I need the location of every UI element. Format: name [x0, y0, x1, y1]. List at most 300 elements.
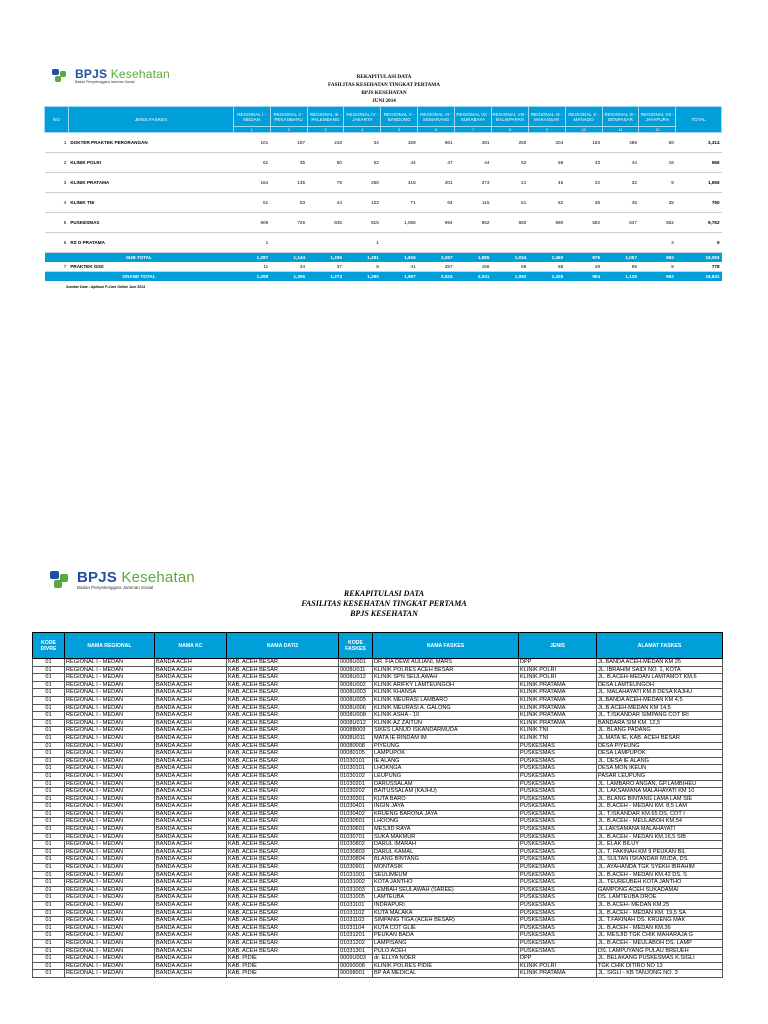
nama-faskes-cell: DR. FIA DEWI AULIANI, MARS: [373, 659, 519, 667]
region-value: [528, 233, 565, 253]
row-total: 3,314: [676, 133, 722, 153]
kode-faskes-cell: 01030202: [339, 788, 373, 796]
nama-regional-cell: REGIONAL I - MEDAN: [65, 666, 155, 674]
table-row: [33, 818, 723, 826]
jenis-cell: PUSKESMAS: [519, 780, 597, 788]
nama-kc-cell: BANDA ACEH: [155, 818, 227, 826]
jenis-cell: PUSKESMAS: [519, 947, 597, 955]
col-nama-regional: NAMA REGIONAL: [65, 633, 155, 659]
kode-faskes-cell: 01030101: [339, 765, 373, 773]
region-header: REGIONAL VIII - BALIKPAPAN: [491, 107, 528, 127]
kode-faskes-cell: 01030102: [339, 772, 373, 780]
nama-dati2-cell: KAB. ACEH BESAR: [227, 659, 339, 667]
region-value: 45: [602, 193, 639, 213]
row-number: 3: [45, 173, 69, 193]
region-value: 58: [639, 133, 676, 153]
kode-divre-cell: 01: [33, 719, 65, 727]
nama-kc-cell: BANDA ACEH: [155, 689, 227, 697]
source-note: Sumber Data : Aplikasi P-Care Online Juni 2014: [66, 285, 146, 289]
nama-faskes-cell: KLINIK SPN SEULAWAH: [373, 674, 519, 682]
alamat-faskes-cell: BANDARA SIM KM. 12,5: [597, 719, 723, 727]
nama-kc-cell: BANDA ACEH: [155, 795, 227, 803]
table-row: [33, 848, 723, 856]
nama-dati2-cell: KAB. ACEH BESAR: [227, 848, 339, 856]
nama-regional-cell: REGIONAL I - MEDAN: [65, 788, 155, 796]
region-value: 1,273: [307, 272, 344, 282]
region-value: 650: [491, 213, 528, 233]
alamat-faskes-cell: PASAR LEUPUNG: [597, 772, 723, 780]
row-jenis: PUSKESMAS: [68, 213, 233, 233]
region-value: 9: [344, 262, 381, 272]
nama-dati2-cell: KAB. PIDIE: [227, 955, 339, 963]
summary-header: [0, 73, 768, 105]
kode-divre-cell: 01: [33, 924, 65, 932]
region-value: 729: [270, 213, 307, 233]
alamat-faskes-cell: JL. B.ACEH - MEDAN KM.16,5 SIB: [597, 833, 723, 841]
region-header: REGIONAL VI - SEMARANG: [418, 107, 455, 127]
region-value: 2,524: [418, 272, 455, 282]
nama-dati2-cell: KAB. ACEH BESAR: [227, 757, 339, 765]
nama-faskes-cell: KLINIK POLRES PIDIE: [373, 962, 519, 970]
jenis-cell: KLINIK PRATAMA: [519, 712, 597, 720]
region-value: 647: [602, 213, 639, 233]
index-cell: 6: [418, 127, 455, 133]
nama-faskes-cell: dr. ELLYA NOER: [373, 955, 519, 963]
col-alamat-faskes: ALAMAT FASKES: [597, 633, 723, 659]
table-row: [33, 704, 723, 712]
region-value: 44: [307, 193, 344, 213]
region-value: 61: [233, 153, 270, 173]
index-cell: 4: [344, 127, 381, 133]
nama-regional-cell: REGIONAL I - MEDAN: [65, 871, 155, 879]
alamat-faskes-cell: JL. B.ACEH - MEULABOH DS. LAMP: [597, 939, 723, 947]
nama-regional-cell: REGIONAL I - MEDAN: [65, 939, 155, 947]
region-value: 1,365: [270, 272, 307, 282]
nama-dati2-cell: KAB. ACEH BESAR: [227, 803, 339, 811]
nama-dati2-cell: KAB. ACEH BESAR: [227, 712, 339, 720]
table-row: [33, 833, 723, 841]
detail-title-3: BPJS KESEHATAN: [350, 609, 418, 618]
jenis-cell: PUSKESMAS: [519, 795, 597, 803]
jenis-cell: PUSKESMAS: [519, 803, 597, 811]
region-value: 418: [381, 173, 418, 193]
table-row: [33, 772, 723, 780]
kode-divre-cell: 01: [33, 666, 65, 674]
kode-faskes-cell: 01030803: [339, 848, 373, 856]
kode-divre-cell: 01: [33, 894, 65, 902]
nama-regional-cell: REGIONAL I - MEDAN: [65, 826, 155, 834]
jenis-cell: PUSKESMAS: [519, 848, 597, 856]
kode-divre-cell: 01: [33, 909, 65, 917]
kode-divre-cell: 01: [33, 939, 65, 947]
kode-divre-cell: 01: [33, 848, 65, 856]
alamat-faskes-cell: JL. T.ISKANDAR KM.65 DS. COT I: [597, 810, 723, 818]
region-value: 9: [639, 262, 676, 272]
table-row: [33, 826, 723, 834]
region-value: 909: [233, 213, 270, 233]
nama-kc-cell: BANDA ACEH: [155, 734, 227, 742]
jenis-cell: KLINIK PRATAMA: [519, 681, 597, 689]
kode-faskes-cell: 01031001: [339, 871, 373, 879]
table-row: [33, 727, 723, 735]
index-cell: 12: [639, 127, 676, 133]
nama-regional-cell: REGIONAL I - MEDAN: [65, 818, 155, 826]
nama-dati2-cell: KAB. ACEH BESAR: [227, 750, 339, 758]
kode-divre-cell: 01: [33, 788, 65, 796]
region-value: 1,281: [344, 253, 381, 263]
nama-faskes-cell: LAMPUPOK: [373, 750, 519, 758]
region-value: [270, 233, 307, 253]
nama-dati2-cell: KAB. ACEH BESAR: [227, 689, 339, 697]
kode-faskes-cell: 0008U001: [339, 659, 373, 667]
nama-regional-cell: REGIONAL I - MEDAN: [65, 856, 155, 864]
region-value: 562: [639, 213, 676, 233]
kode-faskes-cell: 00098001: [339, 970, 373, 978]
nama-kc-cell: BANDA ACEH: [155, 712, 227, 720]
alamat-faskes-cell: JL. B.ACEH - MEULABOH KM.54: [597, 818, 723, 826]
grandtotal-row-label: GRAND TOTAL: [45, 272, 234, 282]
kode-faskes-cell: 0008U011: [339, 734, 373, 742]
nama-kc-cell: BANDA ACEH: [155, 719, 227, 727]
nama-faskes-cell: LHOKNGA: [373, 765, 519, 773]
col-total-header: TOTAL: [676, 107, 722, 133]
alamat-faskes-cell: JL. BLANG BINTANG LAMA LAM SIE: [597, 795, 723, 803]
nama-dati2-cell: KAB. ACEH BESAR: [227, 681, 339, 689]
nama-faskes-cell: LHOONG: [373, 818, 519, 826]
jenis-cell: PUSKESMAS: [519, 788, 597, 796]
region-value: 64: [418, 193, 455, 213]
region-value: 1,957: [381, 272, 418, 282]
alamat-faskes-cell: GAMPONG ACEH SUKADAMAI: [597, 886, 723, 894]
nama-faskes-cell: KRUENG BARONA JAYA: [373, 810, 519, 818]
jenis-cell: KLINIK TNI: [519, 734, 597, 742]
nama-dati2-cell: KAB. ACEH BESAR: [227, 879, 339, 887]
region-value: 50: [307, 153, 344, 173]
region-value: 692: [639, 272, 676, 282]
col-nama-kc: NAMA KC: [155, 633, 227, 659]
region-value: [455, 233, 492, 253]
nama-regional-cell: REGIONAL I - MEDAN: [65, 765, 155, 773]
region-header: REGIONAL III - PALEMBANG: [307, 107, 344, 127]
nama-faskes-cell: LEMBAH SEULAWAH (SAREE): [373, 886, 519, 894]
kode-faskes-cell: 0008U012: [339, 719, 373, 727]
region-value: 52: [344, 153, 381, 173]
region-value: 61: [491, 193, 528, 213]
nama-dati2-cell: KAB. ACEH BESAR: [227, 719, 339, 727]
nama-regional-cell: REGIONAL I - MEDAN: [65, 970, 155, 978]
nama-regional-cell: REGIONAL I - MEDAN: [65, 955, 155, 963]
nama-faskes-cell: KLINIK MEURASI LAMBARO: [373, 696, 519, 704]
jenis-cell: PUSKESMAS: [519, 772, 597, 780]
jenis-cell: KLINIK TNI: [519, 727, 597, 735]
jenis-cell: PUSKESMAS: [519, 826, 597, 834]
table-row: [33, 719, 723, 727]
region-value: 69: [602, 262, 639, 272]
index-cell: 2: [270, 127, 307, 133]
kode-divre-cell: 01: [33, 810, 65, 818]
nama-regional-cell: REGIONAL I - MEDAN: [65, 772, 155, 780]
kode-divre-cell: 01: [33, 750, 65, 758]
summary-title-2: FASILITAS KESEHATAN TINGKAT PERTAMA: [328, 82, 440, 88]
summary-title-3: BPJS KESEHATAN: [361, 90, 407, 96]
kode-faskes-cell: 01030901: [339, 864, 373, 872]
table-row: [33, 909, 723, 917]
table-row: [33, 856, 723, 864]
row-number: 6: [45, 233, 69, 253]
alamat-faskes-cell: DS. LAMTEUBA DROE: [597, 894, 723, 902]
nama-regional-cell: REGIONAL I - MEDAN: [65, 947, 155, 955]
nama-regional-cell: REGIONAL I - MEDAN: [65, 841, 155, 849]
kode-faskes-cell: 01030401: [339, 803, 373, 811]
nama-faskes-cell: SEULIMEUM: [373, 871, 519, 879]
row-total: 5: [676, 233, 722, 253]
nama-kc-cell: BANDA ACEH: [155, 864, 227, 872]
index-cell: 7: [455, 127, 492, 133]
alamat-faskes-cell: JL.LAKSAMANA MALAHAYATI: [597, 826, 723, 834]
region-header: REGIONAL I - MEDAN: [233, 107, 270, 127]
kode-divre-cell: 01: [33, 917, 65, 925]
kode-divre-cell: 01: [33, 734, 65, 742]
kode-faskes-cell: 0008U005: [339, 696, 373, 704]
region-value: 183: [565, 133, 602, 153]
row-number: 2: [45, 153, 69, 173]
table-row: [33, 659, 723, 667]
region-value: 43: [565, 153, 602, 173]
alamat-faskes-cell: JL. B.ACEH - MEDAN KM.42 DS. S: [597, 871, 723, 879]
kode-divre-cell: 01: [33, 765, 65, 773]
nama-dati2-cell: KAB. ACEH BESAR: [227, 871, 339, 879]
nama-dati2-cell: KAB. ACEH BESAR: [227, 864, 339, 872]
row-total: 9,752: [676, 213, 722, 233]
region-value: 1,034: [491, 253, 528, 263]
summary-row: [45, 193, 722, 213]
alamat-faskes-cell: JL. DESA IE ALANG: [597, 757, 723, 765]
jenis-cell: DPP: [519, 659, 597, 667]
alamat-faskes-cell: JL. B.ACEH- MEDAN KM.25: [597, 902, 723, 910]
table-row: [33, 742, 723, 750]
nama-regional-cell: REGIONAL I - MEDAN: [65, 803, 155, 811]
col-no-header: NO: [45, 107, 69, 133]
alamat-faskes-cell: JL. MALAHAYATI KM.8 DESA KAJHU: [597, 689, 723, 697]
kode-faskes-cell: 01031002: [339, 879, 373, 887]
nama-faskes-cell: KLINIK AZ ZAITUN: [373, 719, 519, 727]
nama-faskes-cell: SUKA MAKMUR: [373, 833, 519, 841]
kode-divre-cell: 01: [33, 727, 65, 735]
kode-faskes-cell: 01031104: [339, 924, 373, 932]
kode-divre-cell: 01: [33, 871, 65, 879]
kode-faskes-cell: 0008U012: [339, 674, 373, 682]
grandtotal-row-total: 16,831: [676, 272, 722, 282]
kode-divre-cell: 01: [33, 696, 65, 704]
kode-faskes-cell: 01030301: [339, 795, 373, 803]
kode-divre-cell: 01: [33, 681, 65, 689]
bpjs-logo-icon: [50, 571, 74, 589]
nama-faskes-cell: BP AA MEDICAL: [373, 970, 519, 978]
subtotal-row-total: 16,053: [676, 253, 722, 263]
nama-faskes-cell: KLINIK ARIFKY LAMTEUNGOH: [373, 681, 519, 689]
kode-divre-cell: 01: [33, 970, 65, 978]
nama-faskes-cell: KUTA BARO: [373, 795, 519, 803]
region-value: 1,428: [528, 272, 565, 282]
kode-divre-cell: 01: [33, 757, 65, 765]
table-row: [33, 917, 723, 925]
jenis-cell: PUSKESMAS: [519, 856, 597, 864]
summary-row: [45, 213, 722, 233]
nama-faskes-cell: PIYEUNG: [373, 742, 519, 750]
kode-faskes-cell: 0008U003: [339, 689, 373, 697]
kode-faskes-cell: 01030402: [339, 810, 373, 818]
region-value: 44: [381, 153, 418, 173]
region-value: 201: [418, 173, 455, 193]
jenis-cell: PUSKESMAS: [519, 939, 597, 947]
kode-faskes-cell: 0008B009: [339, 727, 373, 735]
nama-regional-cell: REGIONAL I - MEDAN: [65, 674, 155, 682]
region-value: 47: [418, 153, 455, 173]
kode-faskes-cell: 01031103: [339, 917, 373, 925]
alamat-faskes-cell: JL.MATA IE, KAB. ACEH BESAR: [597, 734, 723, 742]
nama-kc-cell: BANDA ACEH: [155, 742, 227, 750]
nama-regional-cell: REGIONAL I - MEDAN: [65, 704, 155, 712]
jenis-cell: PUSKESMAS: [519, 886, 597, 894]
row-total: 760: [676, 193, 722, 213]
nama-kc-cell: BANDA ACEH: [155, 902, 227, 910]
kode-faskes-cell: 0008U002: [339, 681, 373, 689]
nama-kc-cell: BANDA ACEH: [155, 810, 227, 818]
jenis-cell: PUSKESMAS: [519, 909, 597, 917]
region-header: REGIONAL X - MANADO: [565, 107, 602, 127]
region-value: 21: [491, 173, 528, 193]
nama-dati2-cell: KAB. ACEH BESAR: [227, 742, 339, 750]
brand-tagline: Badan Penyelenggara Jaminan Sosial: [75, 80, 135, 84]
col-nama-dati2: NAMA DATI2: [227, 633, 339, 659]
table-row: [33, 765, 723, 773]
index-cell: 9: [528, 127, 565, 133]
nama-kc-cell: BANDA ACEH: [155, 841, 227, 849]
region-header: REGIONAL IV - JAKARTA: [344, 107, 381, 127]
kode-divre-cell: 01: [33, 772, 65, 780]
kode-divre-cell: 01: [33, 886, 65, 894]
nama-faskes-cell: INGIN JAYA: [373, 803, 519, 811]
nama-faskes-cell: KLINIK POLRES ACEH BESAR: [373, 666, 519, 674]
kode-divre-cell: 01: [33, 962, 65, 970]
kode-divre-cell: 01: [33, 818, 65, 826]
nama-faskes-cell: PEUKAN BADA: [373, 932, 519, 940]
region-value: 37: [307, 262, 344, 272]
table-row: [33, 681, 723, 689]
nama-regional-cell: REGIONAL I - MEDAN: [65, 917, 155, 925]
nama-dati2-cell: KAB. ACEH BESAR: [227, 826, 339, 834]
nama-kc-cell: BANDA ACEH: [155, 803, 227, 811]
jenis-cell: PUSKESMAS: [519, 864, 597, 872]
nama-faskes-cell: BLANG BINTANG: [373, 856, 519, 864]
nama-dati2-cell: KAB. ACEH BESAR: [227, 696, 339, 704]
kode-faskes-cell: 0008U011: [339, 666, 373, 674]
region-header: REGIONAL V - BANDUNG: [381, 107, 418, 127]
region-value: [491, 233, 528, 253]
jenis-cell: PUSKESMAS: [519, 742, 597, 750]
table-row: [33, 947, 723, 955]
region-value: 2,041: [455, 272, 492, 282]
nama-dati2-cell: KAB. ACEH BESAR: [227, 788, 339, 796]
brand-tagline: Badan Penyelenggara Jaminan Sosial: [77, 585, 154, 590]
region-value: 71: [381, 193, 418, 213]
table-row: [33, 841, 723, 849]
kode-divre-cell: 01: [33, 659, 65, 667]
col-kode-faskes: KODE FASKES: [339, 633, 373, 659]
region-value: 35: [639, 193, 676, 213]
kode-divre-cell: 01: [33, 742, 65, 750]
row-jenis: KLINIK POLRI: [68, 153, 233, 173]
nama-dati2-cell: KAB. ACEH BESAR: [227, 795, 339, 803]
region-value: 1,236: [307, 253, 344, 263]
col-jenis: JENIS: [519, 633, 597, 659]
grandtotal-row: [45, 272, 722, 282]
kode-divre-cell: 01: [33, 712, 65, 720]
alamat-faskes-cell: JL.BANDA ACEH-MEDAN KM 25: [597, 659, 723, 667]
nama-dati2-cell: KAB. ACEH BESAR: [227, 886, 339, 894]
nama-kc-cell: BANDA ACEH: [155, 826, 227, 834]
col-kode-divre: KODE DIVRE: [33, 633, 65, 659]
nama-dati2-cell: KAB. ACEH BESAR: [227, 947, 339, 955]
row-jenis: DOKTER PRAKTEK PERORANGAN: [68, 133, 233, 153]
alamat-faskes-cell: JL. T.FAKINAH DS. KRUENG MAK: [597, 917, 723, 925]
jenis-cell: PUSKESMAS: [519, 924, 597, 932]
nama-dati2-cell: KAB. ACEH BESAR: [227, 765, 339, 773]
region-header: REGIONAL II - PEKANBARU: [270, 107, 307, 127]
alamat-faskes-cell: JL. IBRAHIM SAIDI NO. 1, KOTA: [597, 666, 723, 674]
nama-faskes-cell: KLINIK MEURASI A. GALONG: [373, 704, 519, 712]
region-value: 41: [381, 262, 418, 272]
region-value: 46: [528, 173, 565, 193]
region-value: 28: [565, 262, 602, 272]
nama-dati2-cell: KAB. ACEH BESAR: [227, 833, 339, 841]
table-row: [33, 674, 723, 682]
nama-kc-cell: BANDA ACEH: [155, 955, 227, 963]
nama-kc-cell: BANDA ACEH: [155, 871, 227, 879]
kode-faskes-cell: 01031102: [339, 909, 373, 917]
nama-regional-cell: REGIONAL I - MEDAN: [65, 924, 155, 932]
nama-regional-cell: REGIONAL I - MEDAN: [65, 795, 155, 803]
region-value: 52: [491, 153, 528, 173]
region-value: [418, 233, 455, 253]
kode-faskes-cell: 01030101: [339, 757, 373, 765]
index-cell: 10: [565, 127, 602, 133]
kode-faskes-cell: 00090008: [339, 962, 373, 970]
nama-faskes-cell: LAMTEUBA: [373, 894, 519, 902]
nama-regional-cell: REGIONAL I - MEDAN: [65, 810, 155, 818]
table-row: [33, 689, 723, 697]
table-row: [33, 879, 723, 887]
region-value: 962: [455, 213, 492, 233]
row-number: 1: [45, 133, 69, 153]
kode-divre-cell: 01: [33, 689, 65, 697]
region-header: REGIONAL VII - SURABAYA: [455, 107, 492, 127]
nama-faskes-cell: DARUL KAMAL: [373, 848, 519, 856]
nama-kc-cell: BANDA ACEH: [155, 750, 227, 758]
region-value: 34: [344, 133, 381, 153]
region-value: 34: [270, 262, 307, 272]
region-value: 683: [639, 253, 676, 263]
table-row: [33, 696, 723, 704]
kode-faskes-cell: 0008U008: [339, 712, 373, 720]
region-value: 204: [528, 133, 565, 153]
region-value: 1,055: [381, 213, 418, 233]
summary-row: [45, 262, 722, 272]
kode-divre-cell: 01: [33, 902, 65, 910]
region-value: 164: [233, 173, 270, 193]
region-value: 876: [565, 253, 602, 263]
col-nama-faskes: NAMA FASKES: [373, 633, 519, 659]
